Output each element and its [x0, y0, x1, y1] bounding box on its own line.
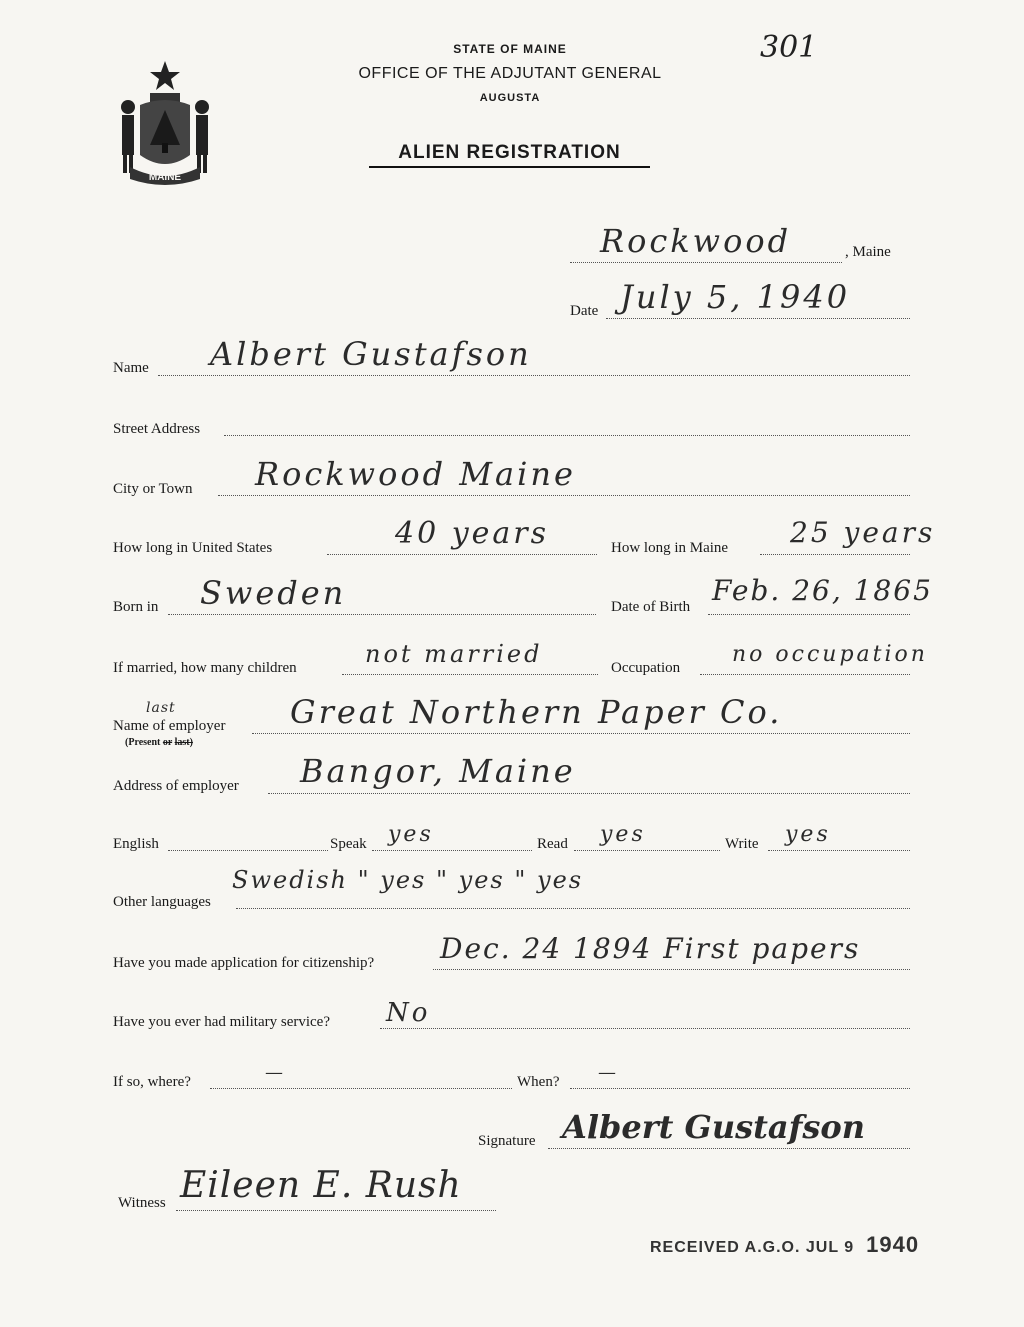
employer-address-label: Address of employer	[113, 778, 239, 794]
born-in-value: Sweden	[200, 574, 347, 612]
street-label: Street Address	[113, 421, 201, 437]
received-stamp	[650, 1232, 919, 1258]
write-label: Write	[725, 836, 759, 852]
english-line	[168, 850, 328, 851]
speak-label: Speak	[330, 836, 367, 852]
children-value: not married	[365, 640, 543, 668]
where-label: If so, where?	[113, 1074, 191, 1090]
military-label: Have you ever had military service?	[113, 1014, 330, 1030]
where-line	[210, 1088, 512, 1089]
how-long-us-value: 40 years	[395, 516, 550, 551]
when-line	[570, 1088, 910, 1089]
name-value: Albert Gustafson	[210, 335, 532, 373]
seal-banner-text: MAINE	[148, 172, 182, 183]
employer-label: Name of employer	[113, 718, 226, 734]
name-line	[158, 375, 910, 376]
dob-value: Feb. 26, 1865	[712, 574, 933, 607]
employer-line	[252, 733, 910, 734]
employer-sublabel-present: (Present	[125, 737, 161, 748]
date-line	[606, 318, 910, 319]
military-value: No	[386, 998, 431, 1028]
date-value: July 5, 1940	[620, 278, 851, 316]
occupation-label: Occupation	[611, 660, 681, 676]
document-number: 301	[760, 30, 818, 65]
employer-address-line	[268, 793, 910, 794]
when-label: When?	[517, 1074, 560, 1090]
received-stamp-text: RECEIVED A.G.O. JUL 9	[650, 1239, 855, 1256]
born-in-label: Born in	[113, 599, 159, 615]
street-line	[224, 435, 910, 436]
other-languages-label: Other languages	[113, 894, 211, 910]
read-label: Read	[537, 836, 568, 852]
state-of-maine-seal-icon	[110, 55, 220, 190]
when-value: —	[598, 1062, 619, 1083]
citizenship-line	[433, 969, 910, 970]
children-line	[342, 674, 598, 675]
employer-value: Great Northern Paper Co.	[290, 693, 783, 731]
date-label: Date	[570, 303, 599, 319]
form-title: ALIEN REGISTRATION	[369, 142, 650, 168]
where-value: —	[265, 1062, 286, 1083]
signature-label: Signature	[478, 1133, 536, 1149]
office-heading: OFFICE OF THE ADJUTANT GENERAL	[358, 65, 662, 82]
signature-value: Albert Gustafson	[562, 1108, 866, 1146]
read-value: yes	[600, 822, 646, 847]
city-value: Rockwood Maine	[255, 455, 576, 493]
employer-annotation: last	[146, 700, 176, 716]
employer-address-value: Bangor, Maine	[300, 752, 576, 790]
location-suffix: , Maine	[845, 244, 891, 260]
how-long-us-label: How long in United States	[113, 540, 273, 556]
occupation-value: no occupation	[732, 642, 928, 667]
write-line	[768, 850, 910, 851]
state-heading: STATE OF MAINE	[453, 42, 567, 56]
speak-line	[372, 850, 532, 851]
employer-sublabel-last: last)	[174, 737, 193, 748]
how-long-maine-line	[760, 554, 910, 555]
english-label: English	[113, 836, 159, 852]
received-stamp-year: 1940	[866, 1232, 920, 1257]
city-heading: AUGUSTA	[479, 92, 541, 104]
how-long-maine-label: How long in Maine	[611, 540, 729, 556]
how-long-us-line	[327, 554, 597, 555]
name-label: Name	[113, 360, 149, 376]
speak-value: yes	[388, 822, 434, 847]
children-label: If married, how many children	[113, 660, 297, 676]
other-languages-line	[236, 908, 910, 909]
military-line	[380, 1028, 910, 1029]
occupation-line	[700, 674, 910, 675]
dob-line	[708, 614, 910, 615]
citizenship-label: Have you made application for citizenship?	[113, 955, 375, 971]
born-in-line	[168, 614, 596, 615]
read-line	[574, 850, 720, 851]
employer-sublabel-or: or	[162, 737, 173, 748]
other-languages-value: Swedish " yes " yes " yes	[232, 866, 584, 894]
city-label: City or Town	[113, 481, 193, 497]
witness-value: Eileen E. Rush	[180, 1165, 462, 1206]
dob-label: Date of Birth	[611, 599, 691, 615]
witness-label: Witness	[118, 1195, 166, 1211]
location-line	[570, 262, 842, 263]
location-value: Rockwood	[600, 222, 792, 260]
citizenship-value: Dec. 24 1894 First papers	[440, 932, 861, 965]
write-value: yes	[785, 822, 831, 847]
signature-line	[548, 1148, 910, 1149]
city-line	[218, 495, 910, 496]
employer-sublabel	[125, 737, 193, 748]
witness-line	[176, 1210, 496, 1211]
how-long-maine-value: 25 years	[790, 516, 936, 549]
